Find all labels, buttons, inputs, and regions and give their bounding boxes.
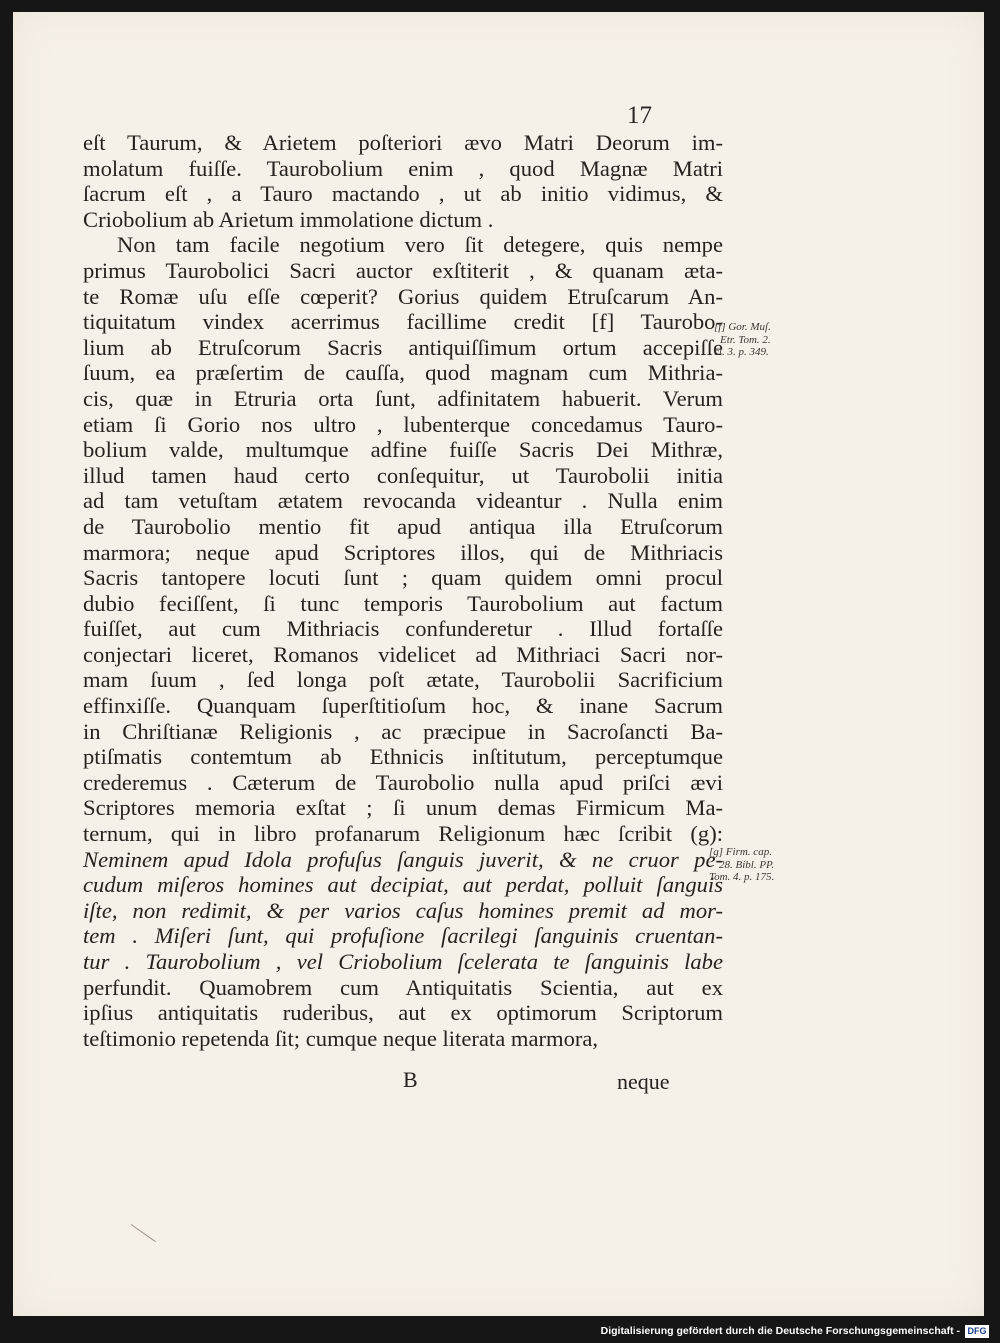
text-line: illud tamen haud certo conſequitur, ut Taurobolii initia <box>83 462 723 488</box>
text-line: te Romæ uſu eſſe cœperit? Gorius quidem Etruſcarum An- <box>83 283 723 309</box>
margin-note-f <box>714 321 810 359</box>
text-line: ipſius antiquitatis ruderibus, aut ex optimorum Scriptorum <box>83 1000 723 1026</box>
text-line: eſt Taurum, & Arietem poſteriori ævo Matri Deorum im- <box>83 130 723 155</box>
text-line: tiquitatum vindex acerrimus facillime credit [f] Taurobo- <box>83 309 723 335</box>
book-page <box>13 12 984 1316</box>
page-number: 17 <box>627 102 652 129</box>
text-line: Non tam facile negotium vero ſit detegere, quis nempe <box>117 232 723 258</box>
text-line: ſacrum eſt , a Tauro mactando , ut ab initio vidimus, & <box>83 181 723 207</box>
text-line: dubio feciſſent, ſi tunc temporis Taurobolium aut factum <box>83 590 723 616</box>
text-line: lium ab Etruſcorum Sacris antiquiſſimum ortum accepiſſe <box>83 334 723 360</box>
text-line: iſte, non redimit, & per varios caſus homines premit ad mor- <box>83 897 723 923</box>
text-line: fuiſſet, aut cum Mithriacis confunderetur . Illud fortaſſe <box>83 616 723 642</box>
text-line: crederemus . Cæterum de Taurobolio nulla apud priſci ævi <box>83 769 723 795</box>
note-f-line: [f] Gor. Muſ. <box>714 321 771 333</box>
text-line: molatum fuiſſe. Taurobolium enim , quod Magnæ Matri <box>83 155 723 181</box>
note-g-line: 28. Bibl. PP. <box>719 858 775 871</box>
note-f-line: Etr. Tom. 2. <box>720 333 771 346</box>
text-line: Scriptores memoria exſtat ; ſi unum demas Firmicum Ma- <box>83 795 723 821</box>
text-line: mam ſuum , ſed longa poſt ætate, Taurobolii Sacrificium <box>83 667 723 693</box>
text-line: Criobolium ab Arietum immolatione dictum . <box>83 206 494 232</box>
signature-mark: B <box>403 1067 418 1092</box>
note-f-line: cl. 3. p. 349. <box>714 346 769 358</box>
note-g-line: Tom. 4. p. 175. <box>709 871 775 883</box>
dfg-logo-icon: DFG <box>965 1325 989 1338</box>
text-line: tur . Taurobolium , vel Criobolium ſcelerata te ſanguinis labe <box>83 949 723 974</box>
text-line: primus Taurobolici Sacri auctor exſtiterit , & quanam æta- <box>83 257 723 283</box>
note-g-line: [g] Firm. cap. <box>709 846 772 858</box>
text-line: cis, quæ in Etruria orta ſunt, adfinitatem habuerit. Verum <box>83 385 723 411</box>
text-line: ptiſmatis contemtum ab Ethnicis inſtitutum, perceptumque <box>83 744 723 770</box>
catchword: neque <box>617 1069 670 1094</box>
text-line: ſuum, ea præſertim de cauſſa, quod magnam cum Mithria- <box>83 360 723 386</box>
text-line: Neminem apud Idola profuſus ſanguis juverit, & ne cruor pe- <box>83 846 723 872</box>
paper-scratch <box>131 1224 156 1242</box>
digitization-credit: Digitalisierung gefördert durch die Deutsche Forschungsgemeinschaft - <box>600 1325 960 1337</box>
text-line: marmora; neque apud Scriptores illos, qui de Mithriacis <box>83 539 723 565</box>
text-line: tem . Miſeri ſunt, qui profuſione ſacrilegi ſanguinis cruentan- <box>83 923 723 949</box>
text-line: de Taurobolio mentio fit apud antiqua illa Etruſcorum <box>83 513 723 539</box>
text-line: bolium valde, multumque adfine fuiſſe Sacris Dei Mithræ, <box>83 437 723 463</box>
text-line: ternum, qui in libro profanarum Religionum hæc ſcribit (g): <box>83 821 723 847</box>
text-line: etiam ſi Gorio nos ultro , lubenterque concedamus Tauro- <box>83 411 723 437</box>
text-line: teſtimonio repetenda ſit; cumque neque literata marmora, <box>83 1025 599 1051</box>
text-line: perfundit. Quamobrem cum Antiquitatis Scientia, aut ex <box>83 974 723 1000</box>
text-line: in Chriſtianæ Religionis , ac præcipue in Sacroſancti Ba- <box>83 718 723 744</box>
text-line: conjectari liceret, Romanos videlicet ad Mithriaci Sacri nor- <box>83 641 723 667</box>
text-line: cudum miſeros homines aut decipiat, aut perdat, polluit ſanguis <box>83 872 723 898</box>
text-line: ad tam vetuſtam ætatem revocanda videantur . Nulla enim <box>83 488 723 514</box>
text-line: effinxiſſe. Quanquam ſuperſtitioſum hoc, & inane Sacrum <box>83 693 723 719</box>
body-text <box>83 130 723 1051</box>
margin-note-g <box>709 846 805 884</box>
text-line: Sacris tantopere locuti ſunt ; quam quidem omni procul <box>83 565 723 591</box>
